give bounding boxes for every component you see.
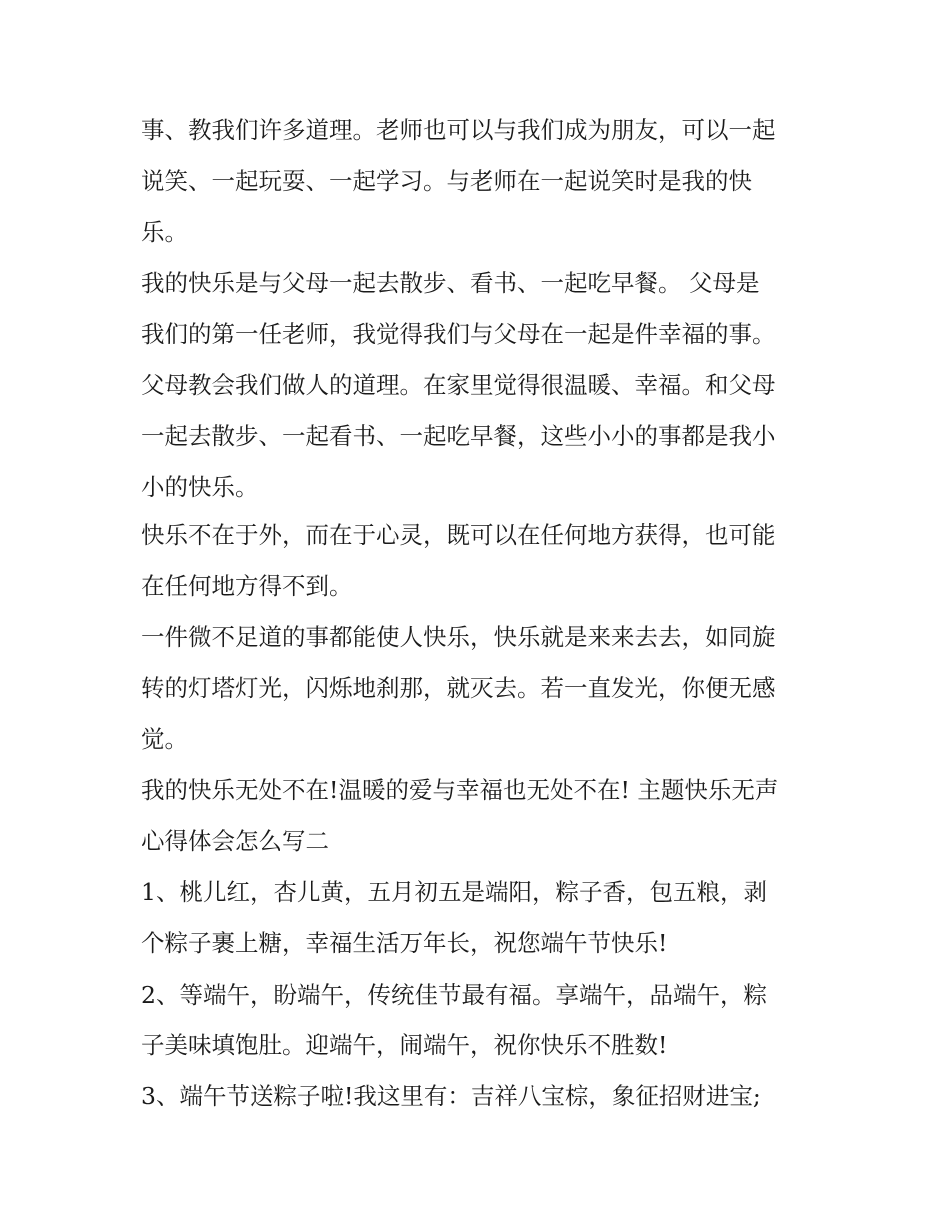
text-line-12: 转的灯塔灯光，闪烁地刹那，就灭去。若一直发光，你便无感	[141, 674, 776, 702]
text-line-2: 说笑、一起玩耍、一起学习。与老师在一起说笑时是我的快	[141, 167, 752, 195]
text-line-5: 我们的第一任老师，我觉得我们与父母在一起是件幸福的事。	[141, 320, 776, 348]
text-line-6: 父母教会我们做人的道理。在家里觉得很温暖、幸福。和父母	[141, 371, 776, 399]
text-line-15: 心得体会怎么写二	[141, 827, 329, 855]
text-line-16: 1、桃儿红，杏儿黄，五月初五是端阳，粽子香，包五粮，剥	[141, 878, 767, 906]
text-line-7: 一起去散步、一起看书、一起吃早餐，这些小小的事都是我小	[141, 422, 776, 450]
text-line-13: 觉。	[141, 725, 188, 753]
text-line-14: 我的快乐无处不在!温暖的爱与幸福也无处不在! 主题快乐无声	[141, 776, 779, 804]
text-line-20: 3、端午节送粽子啦!我这里有：吉祥八宝棕，象征招财进宝;	[141, 1082, 761, 1110]
text-line-11: 一件微不足道的事都能使人快乐，快乐就是来来去去，如同旋	[141, 623, 776, 651]
text-line-17: 个粽子裹上糖，幸福生活万年长，祝您端午节快乐!	[141, 929, 668, 957]
text-line-9: 快乐不在于外，而在于心灵，既可以在任何地方获得，也可能	[141, 521, 776, 549]
text-line-8: 小的快乐。	[141, 473, 259, 501]
text-line-10: 在任何地方得不到。	[141, 572, 353, 600]
text-line-4: 我的快乐是与父母一起去散步、看书、一起吃早餐。 父母是	[141, 269, 760, 297]
text-line-18: 2、等端午，盼端午，传统佳节最有福。享端午，品端午，粽	[141, 981, 767, 1009]
text-line-3: 乐。	[141, 218, 188, 246]
text-line-19: 子美味填饱肚。迎端午，闹端午，祝你快乐不胜数!	[141, 1031, 668, 1059]
text-line-1: 事、教我们许多道理。老师也可以与我们成为朋友，可以一起	[141, 116, 776, 144]
